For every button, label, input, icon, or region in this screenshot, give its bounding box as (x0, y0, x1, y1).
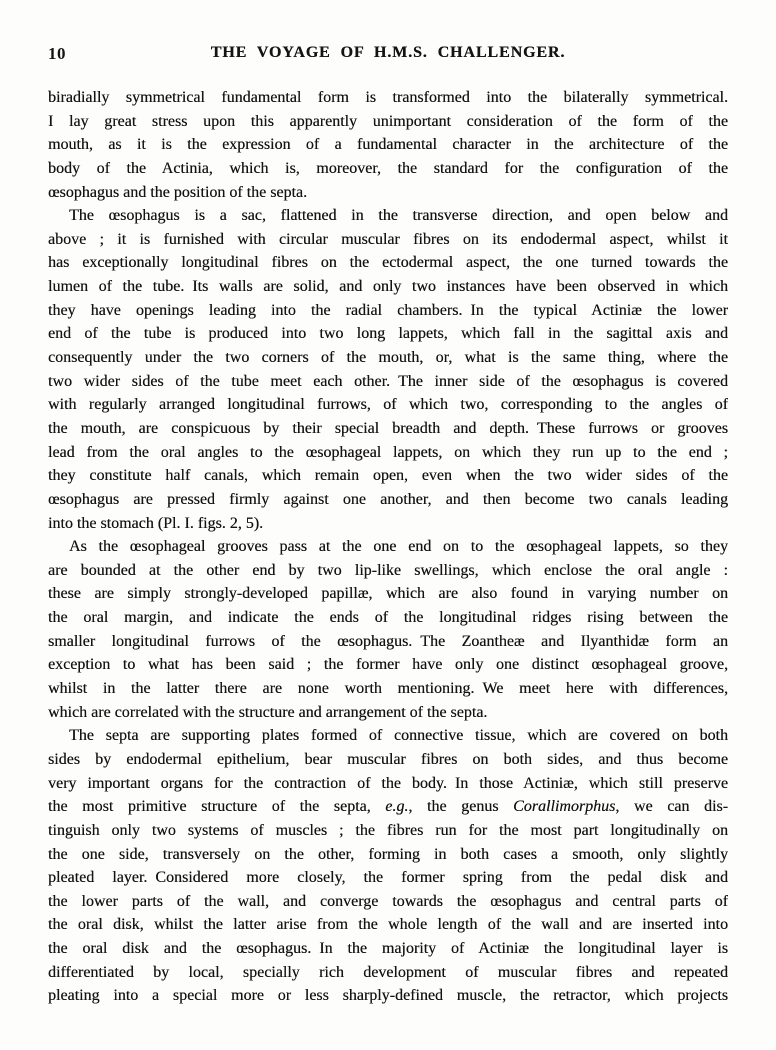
text-line: smaller longitudinal furrows of the œsophagus. The Zoantheæ and Ilyanthidæ form an (48, 632, 728, 650)
text-line: body of the Actinia, which is, moreover, the standard for the configuration of the (48, 159, 728, 177)
text-line: As the œsophageal grooves pass at the one end on to the œsophageal lappets, so they (69, 538, 728, 556)
text-line: œsophagus and the position of the septa. (48, 183, 308, 201)
text-line: I lay great stress upon this apparently unimportant consideration of the form of the (48, 112, 728, 130)
paragraph (48, 535, 728, 724)
text-line: The œsophagus is a sac, flattened in the transverse direction, and open below and (69, 207, 728, 225)
text-line: pleating into a special more or less sharply-defined muscle, the retractor, which projects (48, 987, 728, 1005)
text-line: the lower parts of the wall, and converge towards the œsophagus and central parts of (48, 892, 728, 910)
text-line: has exceptionally longitudinal fibres on the ectodermal aspect, the one turned towards the (48, 254, 728, 272)
paragraph (48, 86, 728, 204)
text-line: end of the tube is produced into two long lappets, which fall in the sagittal axis and (48, 325, 728, 343)
text-line: into the stomach (Pl. I. figs. 2, 5). (48, 514, 264, 532)
text-line: the most primitive structure of the septa, e.g., the genus Corallimorphus, we can dis- (48, 798, 728, 816)
paragraph (48, 204, 728, 535)
text-line: they constitute half canals, which remain open, even when the two wider sides of the (48, 467, 728, 485)
text-line: whilst in the latter there are none worth mentioning. We meet here with differences, (48, 680, 728, 698)
text-line: The septa are supporting plates formed of connective tissue, which are covered on both (69, 727, 728, 745)
text-line: sides by endodermal epithelium, bear muscular fibres on both sides, and thus become (48, 750, 728, 768)
text-line: with regularly arranged longitudinal furrows, of which two, corresponding to the angles of (48, 396, 728, 414)
text-line: which are correlated with the structure and arrangement of the septa. (48, 703, 488, 721)
text-line: the one side, transversely on the other, forming in both cases a smooth, only slightly (48, 845, 728, 863)
text-line: they have openings leading into the radial chambers. In the typical Actiniæ the lower (48, 301, 728, 319)
text-line: tinguish only two systems of muscles ; the fibres run for the most part longitudinally on (48, 821, 728, 839)
page-number: 10 (48, 44, 66, 63)
text-line: very important organs for the contraction of the body. In those Actiniæ, which still preserve (48, 774, 728, 792)
text-line: differentiated by local, specially rich development of muscular fibres and repeated (48, 963, 728, 981)
page-content (48, 44, 728, 1008)
text-line: the oral disk, whilst the latter arise from the whole length of the wall and are inserted into (48, 916, 728, 934)
text-line: above ; it is furnished with circular muscular fibres on its endodermal aspect, whilst it (48, 230, 728, 248)
text-line: the mouth, are conspicuous by their special breadth and depth. These furrows or grooves (48, 419, 728, 437)
text-line: pleated layer. Considered more closely, the former spring from the pedal disk and (48, 869, 728, 887)
paragraph (48, 724, 728, 1008)
text-line: the oral disk and the œsophagus. In the majority of Actiniæ the longitudinal layer is (48, 940, 728, 958)
text-line: lead from the oral angles to the œsophageal lappets, on which they run up to the end ; (48, 443, 728, 461)
text-line: exception to what has been said ; the former have only one distinct œsophageal groove, (48, 656, 728, 674)
text-body (48, 86, 728, 1008)
text-line: mouth, as it is the expression of a fundamental character in the architecture of the (48, 136, 728, 154)
text-line: the oral margin, and indicate the ends of the longitudinal ridges rising between the (48, 609, 728, 627)
page-header (48, 44, 728, 65)
text-line: lumen of the tube. Its walls are solid, and only two instances have been observed in which (48, 278, 728, 296)
text-line: œsophagus are pressed firmly against one another, and then become two canals leading (48, 490, 728, 508)
text-line: consequently under the two corners of the mouth, or, what is the same thing, where the (48, 349, 728, 367)
text-line: are bounded at the other end by two lip-like swellings, which enclose the oral angle : (48, 561, 728, 579)
text-line: these are simply strongly-developed papillæ, which are also found in varying number on (48, 585, 728, 603)
text-line: biradially symmetrical fundamental form is transformed into the bilaterally symmetrical. (48, 89, 728, 106)
text-line: two wider sides of the tube meet each other. The inner side of the œsophagus is covered (48, 372, 728, 390)
running-title: THE VOYAGE OF H.M.S. CHALLENGER. (210, 44, 566, 61)
